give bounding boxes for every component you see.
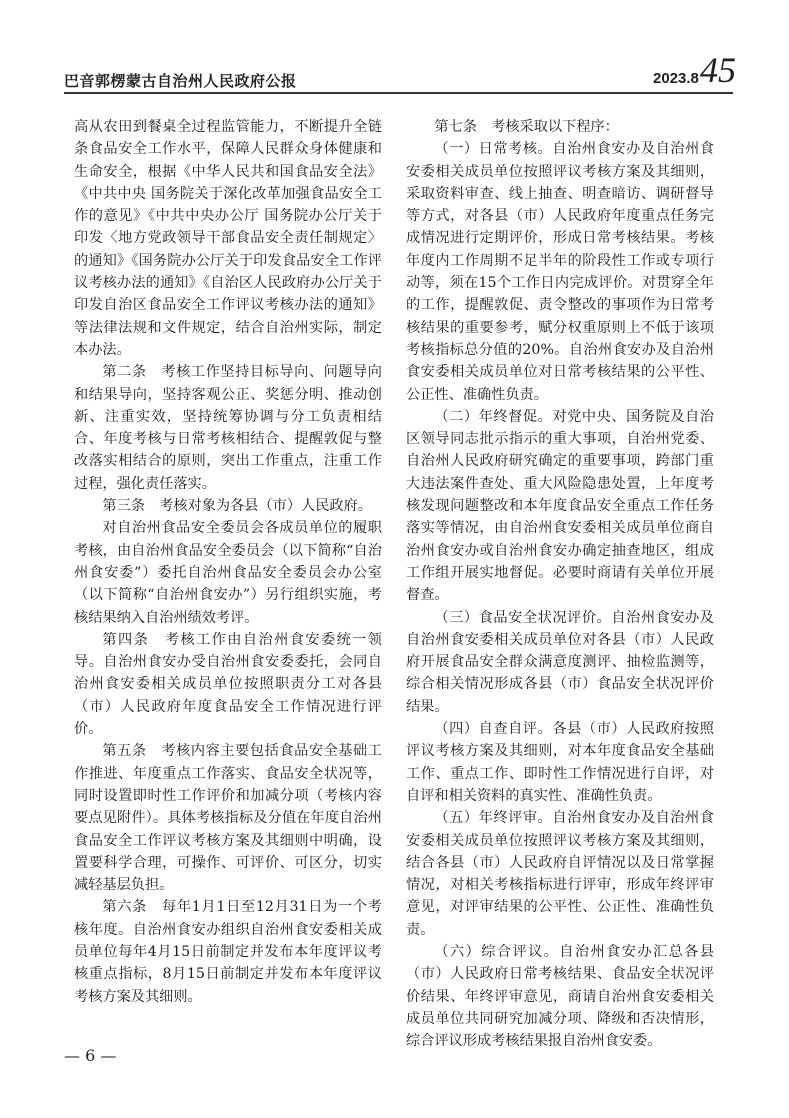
article-3-detail: 对自治州食品安全委员会各成员单位的履职考核，由自治州食品安全委员会（以下简称“自治州食安委”）委托自治州食品安全委员会办公室（以下简称“自治州食安办”）另行组织实施，考核结果纳入自治州绩效考评。 — [74, 520, 382, 626]
gazette-title: 巴音郭楞蒙古自治州人民政府公报 — [64, 72, 297, 90]
procedure-5-year-end-review: （五）年终评审。自治州食安办及自治州食安委相关成员单位按照评议考核方案及其细则，结合各县（市）人民政府自评情况以及日常掌握情况，对相关考核指标进行评审，形成年终评审意见，对评审结果的公平性、公正性、准确性负责。 — [406, 810, 714, 938]
article-3: 第三条 考核对象为各县（市）人民政府。 — [102, 498, 372, 515]
article-6: 第六条 每年1月1日至12月31日为一个考核年度。自治州食安办组织自治州食安委相关成员单位每年4月15日前制定并发布本年度评议考核重点指标，8月15日前制定并发布本年度评议考核方案及其细则。 — [74, 899, 382, 1005]
procedure-3-food-safety-evaluation: （三）食品安全状况评价。自治州食安办及自治州食安委相关成员单位对各县（市）人民政府开展食品安全群众满意度测评、抽检监测等，综合相关情况形成各县（市）食品安全状况评价结果。 — [406, 609, 714, 715]
procedure-6-comprehensive-review: （六）综合评议。自治州食安办汇总各县（市）人民政府日常考核结果、食品安全状况评价结果、年终评审意见，商请自治州食安委相关成员单位共同研究加减分项、降级和否决情形，综合评议形成考核结果报自治州食安委。 — [406, 943, 714, 1050]
procedure-1-daily-assessment: （一）日常考核。自治州食安办及自治州食安委相关成员单位按照评议考核方案及其细则，采取资料审查、线上抽查、明查暗访、调研督导等方式，对各县（市）人民政府年度重点任务完成情况进行定期评价，形成日常考核结果。考核年度内工作周期不足半年的阶段性工作或专项行动等，须在15个工作日内完成评价。对贯穿全年的工作，提醒敦促、责令整改的事项作为日常考核结果的重要参考，赋分权重原则上不低于该项考核指标总分值的20%。自治州食安办及自治州食安委相关成员单位对日常考核结果的公平性、公正性、准确性负责。 — [406, 141, 714, 403]
article-2: 第二条 考核工作坚持目标导向、问题导向和结果导向，坚持客观公正、奖惩分明、推动创新、注重实效，坚持统筹协调与分工负责相结合、年度考核与日常考核相结合、提醒敦促与整改落实相结合的原则，突出工作重点，注重工作过程，强化责任落实。 — [74, 364, 382, 492]
procedure-2-year-end-supervision: （二）年终督促。对党中央、国务院及自治区领导同志批示指示的重大事项，自治州党委、自治州人民政府研究确定的重要事项，跨部门重大违法案件查处、重大风险隐患处置，上年度考核发现问题整改和本年度食品安全重点工作任务落实等情况，由自治州食安委相关成员单位商自治州食安办或自治州食安办确定抽查地区，组成工作组开展实地督促。必要时商请有关单位开展督查。 — [406, 408, 714, 604]
right-text-column — [406, 116, 714, 1052]
left-text-column — [74, 116, 382, 1008]
article-5: 第五条 考核内容主要包括食品安全基础工作推进、年度重点工作落实、食品安全状况等，同时设置即时性工作评价和加减分项（考核内容要点见附件）。具体考核指标及分值在年度自治州食品安全工作评议考核方案及其细则中明确，设置要科学合理，可操作、可评价、可区分，切实减轻基层负担。 — [74, 743, 382, 894]
footer-page-number: — 6 — — [64, 1046, 117, 1065]
article-7: 第七条 考核采取以下程序： — [434, 119, 619, 135]
header-divider — [64, 92, 733, 94]
procedure-4-self-evaluation: （四）自查自评。各县（市）人民政府按照评议考核方案及其细则，对本年度食品安全基础工作、重点工作、即时性工作情况进行自评，对自评和相关资料的真实性、准确性负责。 — [406, 721, 714, 804]
article-4: 第四条 考核工作由自治州食安委统一领导。自治州食安办受自治州食安委委托，会同自治州食安委相关成员单位按照职责分工对各县（市）人民政府年度食品安全工作情况进行评价。 — [74, 631, 382, 738]
issue-date: 2023.8 — [653, 70, 699, 87]
paragraph-continued: 高从农田到餐桌全过程监管能力，不断提升全链条食品安全工作水平，保障人民群众身体健康和生命安全，根据《中华人民共和国食品安全法》《中共中央 国务院关于深化改革加强食品安全工作的意见》《中共中央办公厅 国务院办公厅关于印发〈地方党政领导干部食品安全责任制规定〉的通知》《国务院办公厅关于印发食品安全工作评议考核办法的通知》《自治区人民政府办公厅关于印发自治区食品安全工作评议考核办法的通知》等法律法规和文件规定，结合自治州实际，制定本办法。 — [74, 119, 382, 358]
header-page-number: 45 — [700, 50, 736, 90]
